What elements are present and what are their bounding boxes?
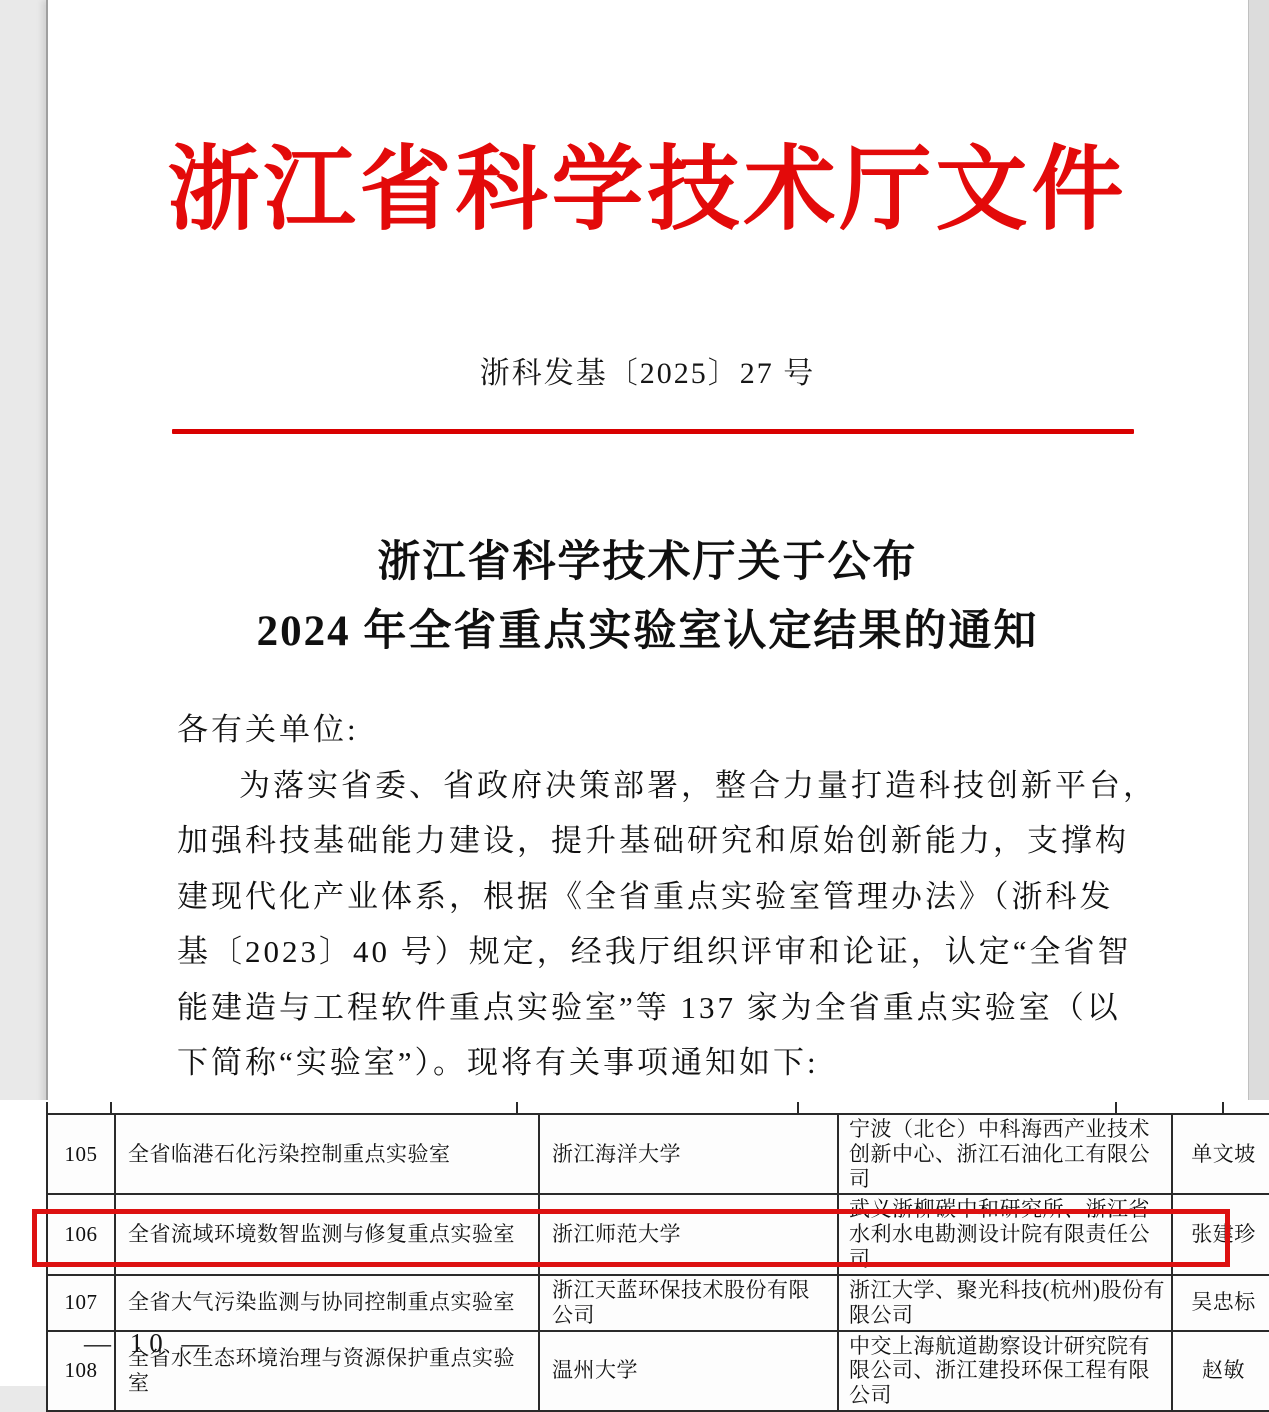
- table-row: [47, 1331, 1269, 1411]
- body-line: 建现代化产业体系，根据《全省重点实验室管理办法》（浙科发: [177, 878, 1114, 914]
- host-unit-cell: 浙江师范大学: [539, 1194, 838, 1274]
- body-paragraph: [177, 702, 1157, 1091]
- host-unit-cell: 温州大学: [539, 1331, 838, 1411]
- column-stub: [46, 1102, 48, 1113]
- body-line: 加强科技基础能力建设，提升基础研究和原始创新能力，支撑构: [177, 823, 1129, 858]
- lab-name-cell: 全省临港石化污染控制重点实验室: [115, 1114, 539, 1194]
- lab-name-cell: 全省流域环境数智监测与修复重点实验室: [115, 1194, 539, 1274]
- row-number-cell: 105: [47, 1114, 115, 1194]
- column-stub: [516, 1102, 518, 1113]
- body-line: 能建造与工程软件重点实验室”等 137 家为全省重点实验室（以: [177, 989, 1121, 1025]
- letterhead-title: 浙江省科学技术厅文件: [167, 139, 1128, 241]
- director-cell: 赵敏: [1172, 1331, 1269, 1411]
- table-row-highlighted: [47, 1275, 1269, 1331]
- host-unit-cell: 浙江天蓝环保技术股份有限公司: [539, 1275, 838, 1331]
- lab-name-cell: 全省水生态环境治理与资源保护重点实验室: [115, 1331, 539, 1411]
- partner-units-cell: 中交上海航道勘察设计研究院有限公司、浙江建投环保工程有限公司: [838, 1331, 1172, 1411]
- page-margin-right: [1248, 0, 1269, 1105]
- row-number-cell: 106: [47, 1194, 115, 1274]
- column-stub: [110, 1102, 112, 1113]
- notice-title-line2: 2024 年全省重点实验室认定结果的通知: [256, 608, 1039, 655]
- body-line: 下简称“实验室”）。现将有关事项通知如下:: [177, 1045, 819, 1080]
- column-stub: [1222, 1102, 1224, 1113]
- red-separator-rule: [172, 429, 1134, 434]
- highlight-box: [32, 1209, 1230, 1267]
- notice-title-line1: 浙江省科学技术厅关于公布: [377, 539, 918, 586]
- body-line: 为落实省委、省政府决策部署，整合力量打造科技创新平台，: [239, 767, 1157, 803]
- doc-number: 浙科发基〔2025〕27 号: [479, 357, 816, 390]
- salutation: 各有关单位:: [177, 712, 359, 747]
- column-stub: [797, 1102, 799, 1113]
- table-row: [47, 1114, 1269, 1194]
- host-unit-cell: 浙江海洋大学: [539, 1114, 838, 1194]
- column-stub: [1115, 1102, 1117, 1113]
- director-cell: 吴忠标: [1172, 1275, 1269, 1331]
- lab-name-cell: 全省大气污染监测与协同控制重点实验室: [115, 1275, 539, 1331]
- row-number-cell: 107: [47, 1275, 115, 1331]
- partner-units-cell: 宁波（北仑）中科海西产业技术创新中心、浙江石油化工有限公司: [838, 1114, 1172, 1194]
- body-line: 基〔2023〕40 号）规定，经我厅组织评审和论证，认定“全省智: [177, 934, 1132, 969]
- director-cell: 单文坡: [1172, 1114, 1269, 1194]
- director-cell: 张建珍: [1172, 1194, 1269, 1274]
- partner-units-cell: 武义浙柳碳中和研究所、浙江省水利水电勘测设计院有限责任公司: [838, 1194, 1172, 1274]
- partner-units-cell: 浙江大学、聚光科技(杭州)股份有限公司: [838, 1275, 1172, 1331]
- page-number: — 10 —: [84, 1328, 215, 1358]
- row-number-cell: 108: [47, 1331, 115, 1411]
